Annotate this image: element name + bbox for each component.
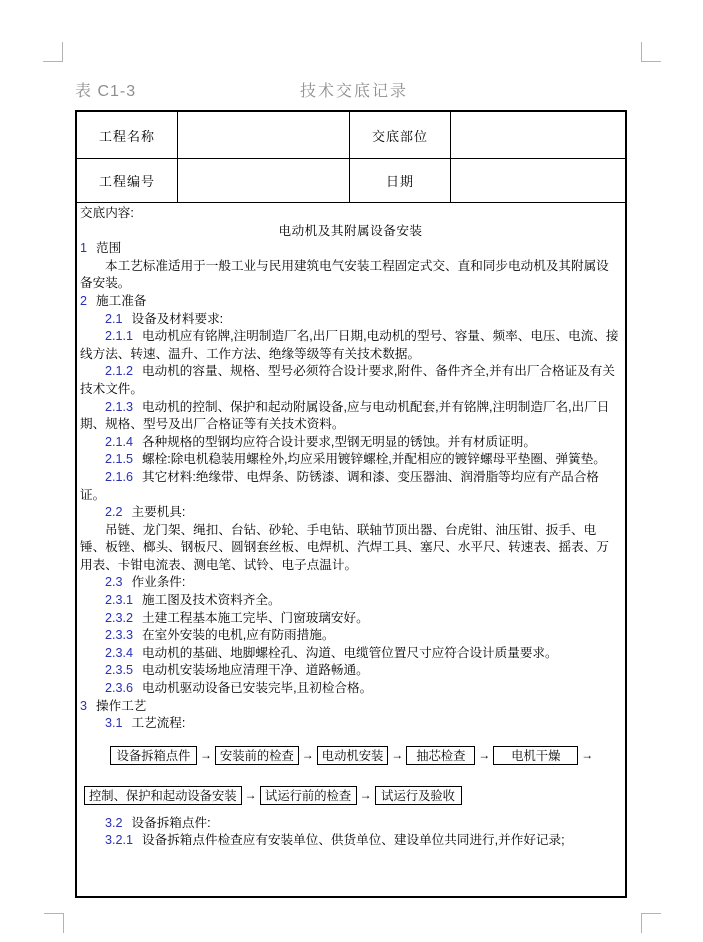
flow-step: 试运行及验收 (375, 786, 462, 805)
line-text: 主要机具: (131, 505, 186, 520)
section-number: 1 (80, 241, 88, 256)
content-line (80, 574, 621, 592)
section-number: 2 (80, 293, 88, 308)
section-number: 2.3.3 (105, 628, 134, 643)
arrow-right-icon: → (478, 747, 491, 762)
disclosure-part-value (451, 112, 625, 159)
line-text: 电动机的基础、地脚螺栓孔、沟道、电缆管位置尺寸应符合设计质量要求。 (142, 645, 558, 660)
content-line (80, 698, 621, 716)
section-number: 2.1.4 (105, 434, 134, 449)
content-line (80, 434, 621, 452)
line-text: 吊链、龙门架、绳扣、台钻、砂轮、手电钻、联轴节顶出器、台虎钳、油压钳、扳手、电锤、板锉、榔头、钢板尺、圆钢套丝板、电焊机、汽焊工具、塞尺、水平尺、转速表、摇表、万用表、卡钳电流表、测电笔、试铃、电子点温计。 (80, 522, 609, 572)
content-heading: 交底内容: (80, 206, 134, 220)
line-text: 作业条件: (131, 575, 186, 590)
content-line (80, 258, 621, 293)
content-line (80, 832, 621, 850)
arrow-right-icon: → (200, 747, 212, 762)
section-number: 2.3.2 (105, 610, 134, 625)
line-text: 螺栓:除电机稳装用螺栓外,均应采用镀锌螺栓,并配相应的镀锌螺母平垫圈、弹簧垫。 (142, 452, 606, 467)
crop-mark-bottom-right-icon (641, 913, 661, 933)
document-title: 电动机及其附属设备安装 (278, 223, 423, 238)
content-line (80, 399, 621, 434)
date-value (451, 159, 625, 203)
project-number-label: 工程编号 (77, 159, 178, 203)
content-line (80, 592, 621, 610)
line-text: 设备拆箱点件: (131, 815, 211, 830)
crop-mark-bottom-left-icon (44, 913, 64, 933)
line-text: 电动机安装场地应清理干净、道路畅通。 (142, 663, 369, 678)
disclosure-part-label: 交底部位 (350, 112, 451, 159)
content-line (80, 363, 621, 398)
arrow-right-icon: → (391, 747, 404, 762)
flow-step: 安装前的检查 (215, 746, 299, 765)
line-text: 电动机的控制、保护和起动附属设备,应与电动机配套,并有铭牌,注明制造厂名,出厂日期、规格、型号及出厂合格证等有关技术资料。 (80, 399, 610, 432)
line-text: 电动机应有铭牌,注明制造厂名,出厂日期,电动机的型号、容量、频率、电压、电流、接线方法、转速、温升、工作方法、绝缘等级等有关技术数据。 (80, 329, 619, 361)
section-number: 3 (80, 698, 88, 713)
date-label: 日期 (350, 159, 451, 203)
section-number: 2.3 (105, 575, 123, 590)
content-line (80, 815, 621, 833)
section-number: 2.3.5 (105, 663, 134, 678)
crop-mark-top-right-icon (641, 42, 661, 62)
flow-step: 电机干燥 (493, 746, 578, 765)
section-number: 2.3.4 (105, 645, 134, 660)
process-flowchart (80, 746, 621, 805)
form-code: 表 C1-3 (75, 83, 137, 100)
content-line (80, 240, 621, 258)
line-text: 施工图及技术资料齐全。 (142, 593, 281, 608)
section-number: 3.2 (105, 815, 123, 830)
section-number: 2.1.6 (105, 469, 134, 484)
line-text: 在室外安装的电机,应有防雨措施。 (142, 628, 335, 643)
section-number: 3.1 (105, 716, 123, 731)
section-number: 2.1.5 (105, 452, 134, 467)
line-text: 范围 (96, 241, 122, 256)
line-text: 设备拆箱点件检查应有安装单位、供货单位、建设单位共同进行,并作好记录; (142, 833, 565, 848)
project-number-value (178, 159, 350, 203)
section-number: 2.1.2 (105, 364, 134, 379)
line-text: 本工艺标准适用于一般工业与民用建筑电气安装工程固定式交、直和同步电动机及其附属设备安装。 (80, 258, 609, 291)
page-header (0, 78, 703, 98)
project-name-label: 工程名称 (77, 112, 178, 159)
content-line (80, 610, 621, 628)
project-name-value (178, 112, 350, 159)
crop-mark-top-left-icon (43, 42, 63, 62)
line-text: 其它材料:绝缘带、电焊条、防锈漆、调和漆、变压器油、润滑脂等均应有产品合格证。 (80, 469, 599, 502)
flow-step: 试运行前的检查 (260, 786, 357, 805)
flow-step: 电动机安装 (317, 746, 389, 765)
content-line (80, 328, 621, 363)
arrow-right-icon: → (359, 787, 372, 802)
content-line (80, 469, 621, 504)
content-line (80, 311, 621, 329)
section-number: 2.1.3 (105, 399, 134, 414)
content-line (80, 715, 621, 733)
line-text: 设备及材料要求: (131, 311, 224, 326)
content-line (80, 504, 621, 522)
content-line (80, 680, 621, 698)
content-lines (80, 240, 621, 850)
line-text: 操作工艺 (96, 698, 147, 713)
content-line (80, 522, 621, 575)
flow-row (84, 786, 621, 805)
flow-step: 抽芯检查 (406, 746, 475, 765)
info-grid (77, 112, 625, 203)
section-number: 2.1 (105, 311, 123, 326)
flow-row (110, 746, 621, 765)
line-text: 电动机驱动设备已安装完毕,且初检合格。 (142, 681, 373, 696)
section-number: 2.3.6 (105, 681, 134, 696)
line-text: 施工准备 (96, 293, 147, 308)
section-number: 2.2 (105, 505, 123, 520)
line-text: 各种规格的型钢均应符合设计要求,型钢无明显的锈蚀。并有材质证明。 (142, 434, 536, 449)
line-text: 土建工程基本施工完毕、门窗玻璃安好。 (142, 610, 369, 625)
flow-step: 控制、保护和起动设备安装 (84, 786, 242, 805)
content-line (80, 451, 621, 469)
content-line (80, 645, 621, 663)
section-number: 2.1.1 (105, 329, 134, 344)
section-number: 2.3.1 (105, 593, 134, 608)
content-line (80, 662, 621, 680)
record-table (75, 110, 627, 898)
arrow-right-icon: → (244, 787, 257, 802)
flow-step: 设备拆箱点件 (110, 746, 197, 765)
arrow-right-icon: → (301, 747, 314, 762)
content-line (80, 627, 621, 645)
page-title: 技术交底记录 (300, 83, 409, 100)
line-text: 工艺流程: (131, 716, 186, 731)
section-number: 3.2.1 (105, 833, 134, 848)
content-line (80, 293, 621, 311)
line-text: 电动机的容量、规格、型号必须符合设计要求,附件、备件齐全,并有出厂合格证及有关技术文件。 (80, 364, 615, 396)
arrow-right-icon: → (581, 747, 594, 762)
content-area (77, 203, 625, 892)
